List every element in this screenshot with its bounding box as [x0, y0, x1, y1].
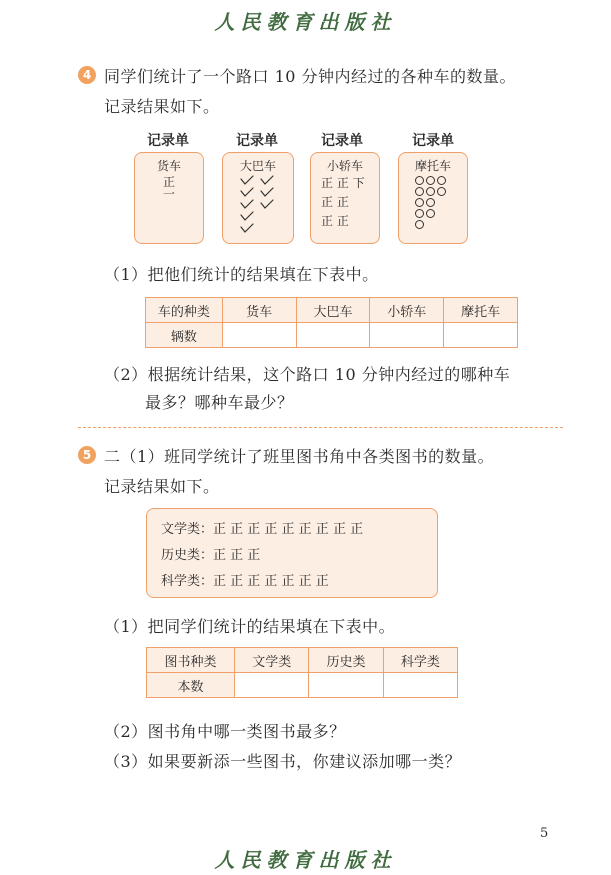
q5-part3: （3）如果要新添一些图书，你建议添加哪一类？	[104, 752, 462, 771]
check-icon	[261, 200, 273, 208]
table-row	[147, 673, 458, 698]
q4-text-line2: 记录结果如下。	[104, 97, 220, 116]
book-record-row	[161, 570, 329, 589]
circle-icon	[415, 176, 424, 185]
card-title-motorcycle: 记录单	[412, 133, 454, 149]
section-divider	[78, 427, 563, 428]
table-header-cell: 大巴车	[296, 298, 370, 323]
answer-cell[interactable]	[370, 323, 444, 348]
book-category-label: 文学类：	[161, 522, 214, 537]
book-record-box	[146, 508, 438, 598]
q5-text-line1: 二（1）班同学统计了班里图书角中各类图书的数量。	[104, 447, 495, 466]
circle-icon	[415, 209, 424, 218]
q4-text-line1: 同学们统计了一个路口 10 分钟内经过的各种车的数量。	[104, 67, 517, 86]
tally-line: 一	[162, 187, 175, 201]
circle-icon	[415, 187, 424, 196]
card-title-car: 记录单	[321, 133, 363, 149]
tally-line: 正 正	[321, 195, 349, 209]
page-number: 5	[540, 826, 549, 841]
card-vehicle-motorcycle: 摩托车	[414, 159, 451, 173]
book-tally: 正 正 正 正 正 正 正 正 正	[213, 522, 364, 537]
q4-part2-line2: 最多？哪种车最少？	[145, 393, 294, 412]
q4-part2-line1: （2）根据统计结果，这个路口 10 分钟内经过的哪种车	[104, 365, 511, 384]
record-card-car	[310, 152, 380, 244]
table-header-row	[146, 298, 518, 323]
record-card-motorcycle	[398, 152, 468, 244]
check-mark-tally	[239, 175, 279, 235]
book-tally: 正 正 正 正 正 正 正	[213, 574, 329, 589]
table-header-cell: 科学类	[383, 648, 457, 673]
check-icon	[241, 200, 253, 208]
table-header-cell: 车的种类	[146, 298, 223, 323]
table-header-cell: 摩托车	[444, 298, 518, 323]
card-vehicle-bus: 大巴车	[239, 159, 276, 173]
check-icon	[241, 224, 253, 232]
table-row	[146, 323, 518, 348]
record-card-bus	[222, 152, 294, 244]
answer-cell[interactable]	[309, 673, 383, 698]
book-tally: 正 正 正	[213, 548, 261, 563]
circle-icon	[426, 209, 435, 218]
table-header-cell: 图书种类	[147, 648, 235, 673]
q5-part1: （1）把同学们统计的结果填在下表中。	[104, 617, 396, 636]
tally-line: 正 正 下	[321, 176, 365, 190]
question-4-badge: 4	[78, 66, 96, 84]
check-icon	[241, 212, 253, 220]
table-header-row	[147, 648, 458, 673]
book-record-row	[161, 518, 363, 537]
vehicle-count-table	[145, 297, 518, 348]
table-header-cell: 货车	[222, 298, 296, 323]
record-card-truck	[134, 152, 204, 244]
book-record-row	[161, 544, 260, 563]
circle-icon	[426, 198, 435, 207]
check-icon	[261, 188, 273, 196]
answer-cell[interactable]	[383, 673, 457, 698]
check-icon	[261, 176, 273, 184]
q4-part1: （1）把他们统计的结果填在下表中。	[104, 265, 379, 284]
table-header-cell: 小轿车	[370, 298, 444, 323]
publisher-footer: 人民教育出版社	[214, 848, 397, 872]
answer-cell[interactable]	[296, 323, 370, 348]
tally-line: 正	[162, 175, 175, 189]
circle-icon	[426, 176, 435, 185]
table-header-cell: 文学类	[235, 648, 309, 673]
question-5-badge: 5	[78, 446, 96, 464]
answer-cell[interactable]	[235, 673, 309, 698]
table-header-cell: 历史类	[309, 648, 383, 673]
tally-line: 正 正	[321, 214, 349, 228]
table-row-label: 辆数	[146, 323, 223, 348]
card-title-bus: 记录单	[236, 133, 278, 149]
check-icon	[241, 188, 253, 196]
circle-icon	[437, 187, 446, 196]
book-category-label: 科学类：	[161, 574, 214, 589]
answer-cell[interactable]	[444, 323, 518, 348]
circle-icon	[415, 198, 424, 207]
answer-cell[interactable]	[222, 323, 296, 348]
book-count-table	[146, 647, 458, 698]
card-vehicle-car: 小轿车	[326, 159, 363, 173]
table-row-label: 本数	[147, 673, 235, 698]
q5-text-line2: 记录结果如下。	[104, 477, 220, 496]
q5-part2: （2）图书角中哪一类图书最多？	[104, 722, 346, 741]
publisher-header: 人民教育出版社	[214, 10, 397, 34]
circle-icon	[415, 220, 424, 229]
card-title-truck: 记录单	[147, 133, 189, 149]
book-category-label: 历史类：	[161, 548, 214, 563]
circle-icon	[437, 176, 446, 185]
check-icon	[241, 176, 253, 184]
card-vehicle-truck: 货车	[156, 159, 181, 173]
circle-icon	[426, 187, 435, 196]
